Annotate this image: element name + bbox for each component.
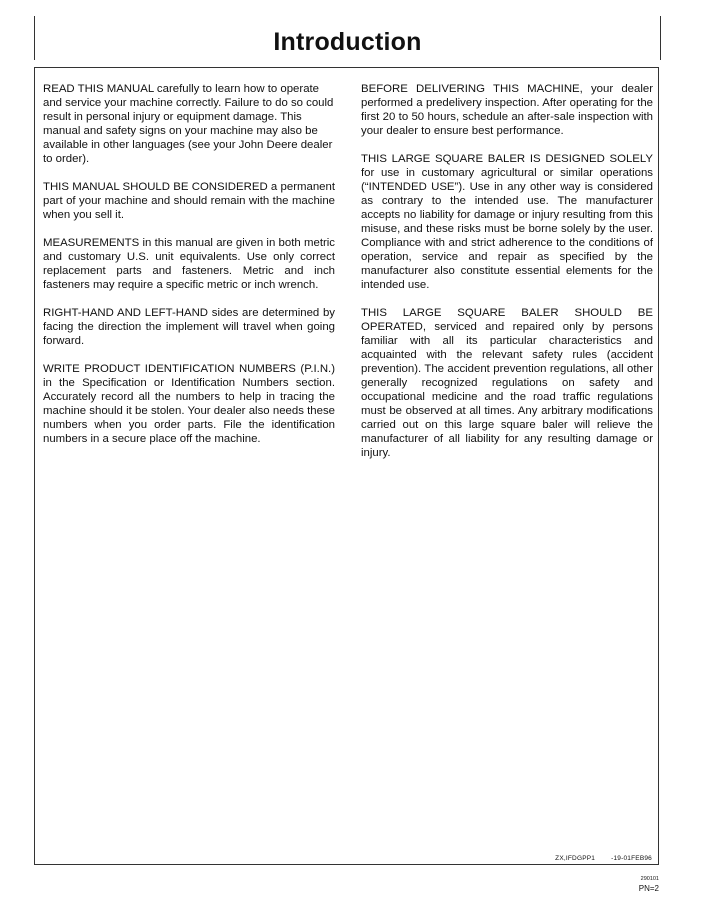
doc-date: -19-01FEB96 <box>611 855 652 862</box>
document-code <box>541 855 652 862</box>
page-id: 290101 <box>640 876 659 882</box>
right-column <box>361 82 653 474</box>
paragraph-manual-permanent: THIS MANUAL SHOULD BE CONSIDERED a permanent part of your machine and should remain with the machine when you sell it. <box>43 181 335 221</box>
page-number: PN=2 <box>638 884 659 893</box>
paragraph-operation: THIS LARGE SQUARE BALER SHOULD BE OPERATED, serviced and repaired only by persons familiar with all its particular characteristics and acquainted with the relevant safety rules (accident prevention). The accident prevention regulations, all other generally recognized regulations on safety and occupational medicine and the road traffic regulations must be observed at all times. Any arbitrary modifications carried out on this large square baler will relieve the manufacturer of all liability for any resulting damage or injury. <box>361 307 653 459</box>
paragraph-predelivery: BEFORE DELIVERING THIS MACHINE, your dealer performed a predelivery inspection. After operating for the first 20 to 50 hours, schedule an after-sale inspection with your dealer to ensure best performance. <box>361 83 653 137</box>
paragraph-pin: WRITE PRODUCT IDENTIFICATION NUMBERS (P.I.N.) in the Specification or Identification Numbers section. Accurately record all the numbers to help in tracing the machine should it be stolen. Your dealer also needs these numbers when you order parts. File the identification numbers in a secure place off the machine. <box>43 363 335 445</box>
title-frame <box>34 16 661 60</box>
page-title: Introduction <box>273 28 422 56</box>
content-box <box>34 67 659 865</box>
doc-code: ZX,IFDGPP1 <box>555 855 596 862</box>
left-column <box>43 82 335 460</box>
paragraph-measurements: MEASUREMENTS in this manual are given in both metric and customary U.S. unit equivalents. Use only correct replacement parts and fasteners. Metric and inch fasteners may require a specific metric or inch wrench. <box>43 237 335 291</box>
paragraph-right-left-sides: RIGHT-HAND AND LEFT-HAND sides are determined by facing the direction the implement will travel when going forward. <box>43 307 335 347</box>
paragraph-intended-use: THIS LARGE SQUARE BALER IS DESIGNED SOLELY for use in customary agricultural or similar operations (“INTENDED USE”). Use in any other way is considered as contrary to the intended use. The manufacturer accepts no liability for damage or injury resulting from this misuse, and these risks must be borne solely by the user. Compliance with and strict adherence to the conditions of operation, service and repair as specified by the manufacturer also constitute essential elements for the intended use. <box>361 153 653 291</box>
paragraph-read-manual: READ THIS MANUAL carefully to learn how to operate and service your machine correctly. Failure to do so could result in personal injury or equipment damage. This manual and safety signs on your machine may also be available in other languages (see your John Deere dealer to order). <box>43 83 334 165</box>
